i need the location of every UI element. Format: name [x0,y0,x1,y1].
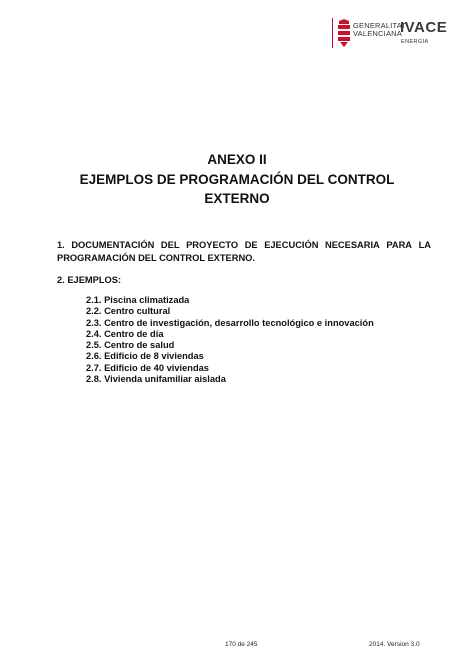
ivace-subtitle: ENERGÍA [401,39,429,45]
section-1-word: EJECUCIÓN [264,240,319,250]
section-1-line2: PROGRAMACIÓN DEL CONTROL EXTERNO. [57,253,255,263]
list-item: 2.2. Centro cultural [86,306,171,317]
list-item: 2.8. Vivienda unifamiliar aislada [86,374,226,385]
examples-list [86,295,374,385]
section-1 [57,239,431,265]
annex-subtitle-line2: EXTERNO [204,191,270,206]
coat-of-arms-icon [337,19,351,47]
section-2-heading: 2. EJEMPLOS: [57,275,122,285]
page-number: 170 de 245 [225,641,258,648]
annex-subtitle-line1: EJEMPLOS DE PROGRAMACIÓN DEL CONTROL [79,172,395,187]
annex-title: ANEXO II [207,152,267,167]
section-1-word: LA [418,240,431,250]
section-1-word: NECESARIA [325,240,380,250]
section-1-word: PARA [386,240,413,250]
list-item: 2.4. Centro de día [86,328,164,339]
list-item: 2.3. Centro de investigación, desarrollo tecnológico e innovación [86,317,374,328]
section-1-word: 1. [57,240,65,250]
list-item: 2.6. Edificio de 8 viviendas [86,351,204,362]
logo-divider [332,18,333,48]
list-item: 2.1. Piscina climatizada [86,295,190,305]
generalitat-wordmark: GENERALITAT VALENCIANA [353,21,407,38]
section-1-word: PROYECTO [186,240,239,250]
section-1-line1 [57,239,431,252]
document-version: 2014. Version 3.0 [369,641,420,648]
section-1-word: DOCUMENTACIÓN [71,240,155,250]
ivace-wordmark: IVACE [400,19,448,36]
list-item: 2.5. Centro de salud [86,340,175,351]
list-item: 2.7. Edificio de 40 viviendas [86,362,209,373]
section-1-word: DEL [160,240,180,250]
section-1-word: DE [244,240,258,250]
